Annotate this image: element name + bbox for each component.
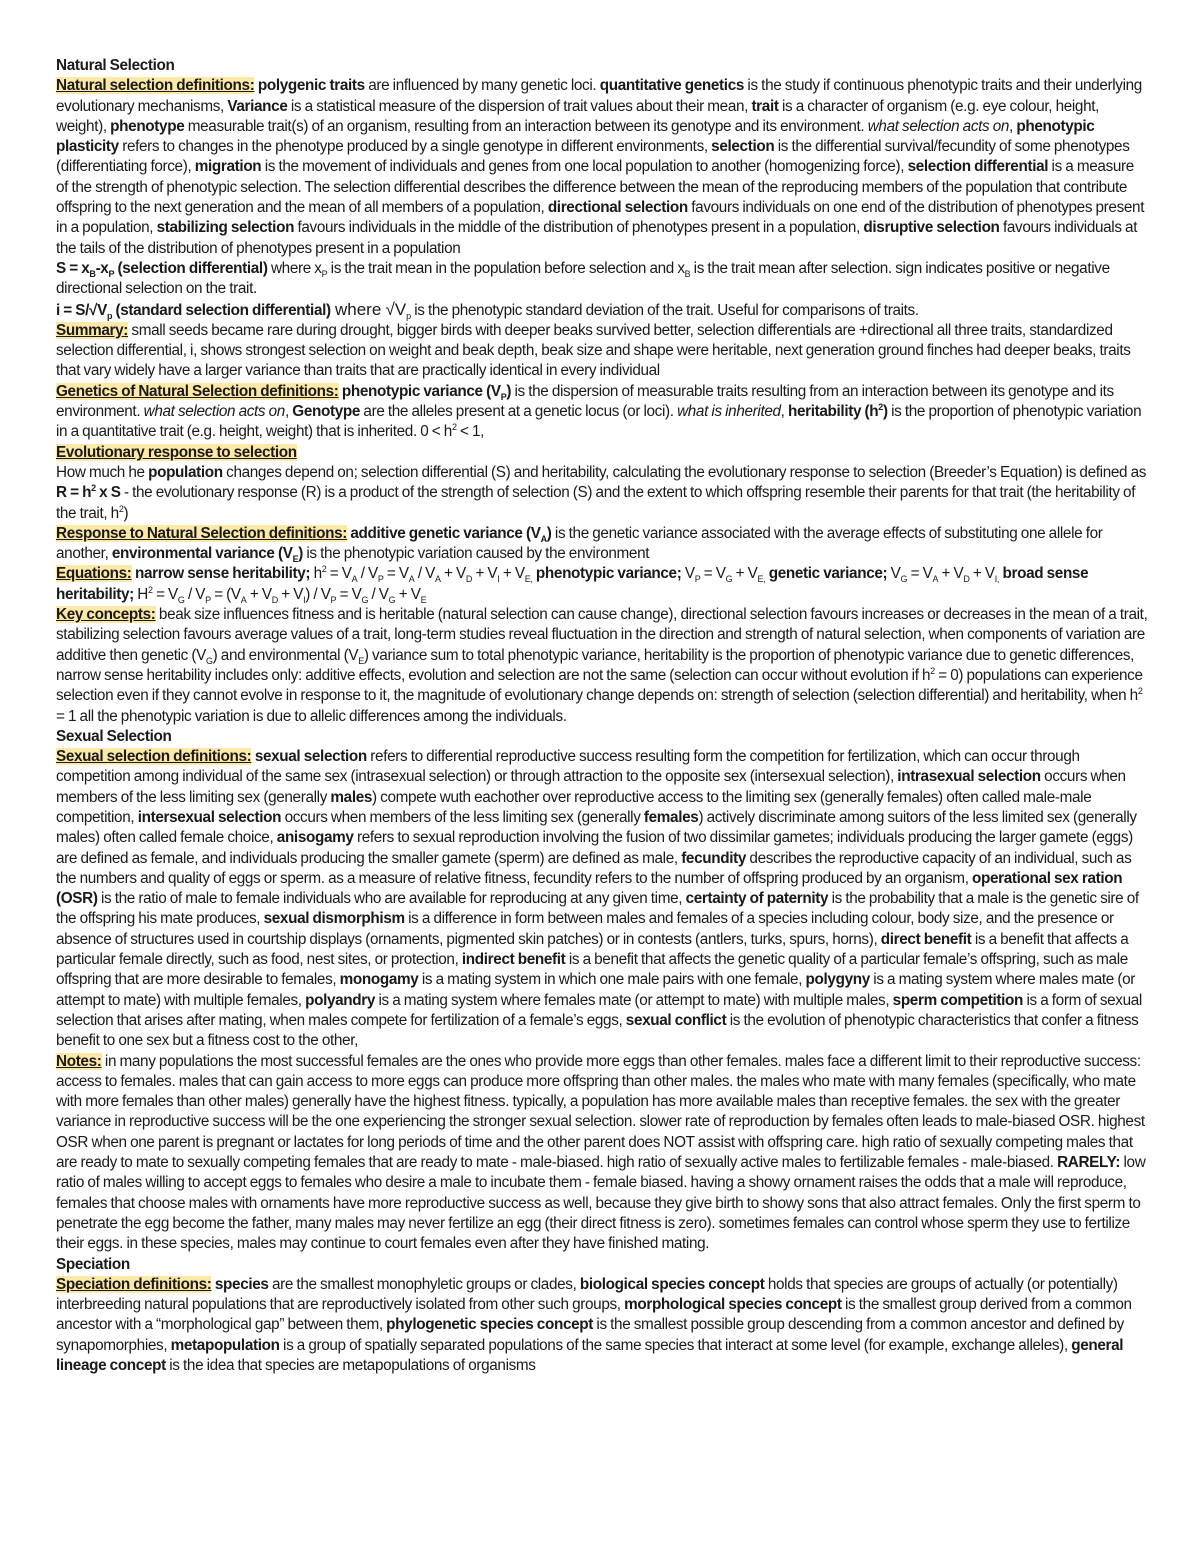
bold-term: metapopulation	[170, 1336, 280, 1354]
section-heading: Sexual Selection	[56, 727, 172, 745]
text-run: = V	[326, 565, 352, 583]
text-run: is a measure of the strength of phenotypic selection. The selection differential describes the difference between the mean of the reproducing members of the population that contribute offspring to the next generation and the mean of all members of a population,	[56, 158, 1134, 217]
paragraph	[56, 463, 1148, 524]
text-run: is the phenotypic standard deviation of the trait. Useful for comparisons of traits.	[410, 301, 919, 319]
subscript: P	[500, 391, 507, 402]
text-run: favours individuals in the middle of the distribution of phenotypes present in a population,	[294, 219, 864, 237]
text-run: ) actively discriminate among suitors of the less limited sex (generally males) often called female choice,	[56, 808, 1137, 847]
text-run: / V	[368, 585, 389, 603]
bold-term: x S	[95, 484, 121, 502]
bold-term: migration	[194, 158, 262, 176]
text-run: is a difference in form between males and females of a species including colour, body size, and the presence or absence of structures used in courtship displays (ornaments, pigmented skin patches) or in contests (antlers, turks, spurs, horns),	[56, 910, 1114, 948]
text-run: holds that species are groups of actually (or potentially) interbreeding natural populations that are reproductively isolated from other such groups,	[56, 1275, 1118, 1314]
italic-text: what selection acts on	[867, 117, 1010, 135]
text-run: is a mating system where females mate (or attempt to mate) with multiple males,	[375, 991, 893, 1009]
text-run: is the smallest group derived from a common ancestor with a “morphological gap” between them,	[56, 1296, 1132, 1334]
bold-term: monogamy	[339, 971, 419, 989]
text-run: is the phenotypic variation caused by the environment	[302, 545, 650, 563]
text-run: = V	[383, 565, 409, 583]
text-run: ) compete wuth eachother over reproductive access to the limiting sex (generally females) often called male-male competition,	[56, 788, 1092, 826]
paragraph	[56, 564, 1148, 605]
text-run: where √V	[330, 299, 407, 319]
subscript: E,	[757, 574, 766, 585]
bold-term: polygenic traits	[257, 77, 365, 95]
text-run: V	[681, 565, 695, 583]
highlighted-heading: Sexual selection definitions:	[56, 748, 252, 766]
bold-term: species	[214, 1275, 269, 1293]
subscript: E,	[524, 574, 533, 585]
text-run: ) variance sum to total phenotypic variance, heritability is the proportion of phenotypic variance due to genetic differences, narrow sense heritability includes only: additive effects, evolution and selection are not the same (selection can occur without evolution if h	[56, 646, 1135, 684]
bold-term: Genotype	[292, 403, 361, 421]
superscript: 2	[321, 564, 327, 575]
text-run: ,	[1009, 117, 1017, 135]
subscript: A	[351, 574, 358, 585]
bold-term: polyandry	[305, 991, 376, 1009]
bold-term: intrasexual selection	[897, 768, 1041, 786]
text-run: favours individuals at the tails of the distribution of phenotypes present in a population	[56, 219, 1138, 257]
superscript: 2	[148, 584, 153, 595]
text-run: is the smallest possible group descending from a common ancestor and defined by synapomorphies,	[56, 1316, 1124, 1354]
bold-term: )	[506, 382, 512, 400]
paragraph	[56, 382, 1148, 443]
subscript: G	[205, 655, 213, 666]
bold-term: broad sense heritability;	[56, 565, 1089, 603]
text-run: is the evolution of phenotypic characteristics that confer a fitness benefit to one sex but a fitness cost to the other,	[56, 1011, 1139, 1050]
subscript: G	[388, 594, 396, 605]
subscript: P	[330, 594, 337, 605]
bold-term: )	[546, 524, 552, 542]
bold-term: environmental variance (V	[111, 545, 293, 563]
paragraph	[56, 524, 1148, 565]
bold-term: disruptive selection	[863, 219, 1000, 237]
superscript: 2	[118, 503, 124, 514]
paragraph	[56, 76, 1148, 259]
text-run: favours individuals on one end of the distribution of phenotypes present in a population,	[56, 199, 1145, 237]
highlighted-heading: Key concepts:	[56, 606, 156, 624]
text-run: < 1,	[456, 423, 485, 441]
paragraph	[56, 300, 1148, 321]
highlighted-heading: Response to Natural Selection definitions:	[56, 524, 347, 542]
bold-term: -x	[95, 259, 109, 277]
highlighted-heading: Evolutionary response to selection	[56, 443, 297, 461]
text-run: is a form of sexual selection that arises after mating, when males compete for fertilization of a female’s eggs,	[56, 991, 1142, 1029]
text-run: = 0) populations can experience selection even if they cannot evolve in response to it, the magnitude of evolutionary change depends on: strength of selection (selection differential) and heritability, when h	[56, 666, 1143, 705]
bold-term: anisogamy	[276, 829, 354, 847]
subscript: A	[240, 594, 247, 605]
document-page	[56, 56, 1148, 1376]
bold-term: phylogenetic species concept	[386, 1316, 593, 1334]
text-run: is a group of spatially separated populations of the same species that interact at some level (for example, exchange alleles),	[279, 1336, 1072, 1354]
bold-term: (standard selection differential)	[112, 301, 331, 319]
text-run: describes the reproductive capacity of an individual, such as the numbers and quality of eggs or sperm. as a measure of relative fitness, fecundity refers to the number of offspring produced by an organism,	[56, 849, 1132, 887]
bold-term: i = S/√V	[56, 301, 107, 319]
text-run: How much he	[56, 463, 149, 481]
bold-term: directional selection	[547, 199, 688, 217]
subscript: A	[434, 574, 441, 585]
subscript: P	[205, 594, 211, 605]
subscript: A	[932, 574, 939, 585]
bold-term: R = h	[56, 484, 92, 502]
bold-term: sexual conflict	[625, 1011, 727, 1029]
text-run: + V	[969, 565, 995, 583]
text-run: refers to differential reproductive success resulting form the competition for fertilization, which can occur through competition among individual of the same sex (intrasexual selection) or through attraction to the opposite sex (intersexual selection),	[56, 748, 1080, 786]
paragraph	[56, 259, 1148, 300]
text-run: ,	[284, 403, 293, 421]
text-run: )	[123, 504, 129, 522]
bold-term: females	[643, 808, 699, 826]
bold-term: additive genetic variance (V	[350, 524, 541, 542]
text-run: is a mating system in which one male pairs with one female,	[418, 971, 806, 989]
text-run: = V	[336, 585, 362, 603]
paragraph	[56, 1275, 1148, 1376]
subscript: G	[900, 574, 908, 585]
subscript: I	[303, 594, 306, 605]
text-run: are the smallest monophyletic groups or clades,	[268, 1275, 580, 1293]
bold-term: morphological species concept	[624, 1296, 842, 1314]
highlighted-heading: Natural selection definitions:	[56, 77, 255, 95]
section-heading: Speciation	[56, 1255, 130, 1273]
bold-term: general lineage concept	[56, 1336, 1124, 1374]
text-run: = V	[700, 565, 726, 583]
subscript: I,	[994, 574, 1000, 585]
subscript: G	[177, 594, 185, 605]
bold-term: phenotypic variance (V	[341, 382, 501, 400]
subscript: I	[497, 574, 500, 585]
text-run: is the probability that a male is the genetic sire of the offspring his mate produces,	[56, 890, 1139, 928]
text-run: are the alleles present at a genetic locus (or loci).	[360, 403, 678, 421]
text-run: / V	[357, 565, 378, 583]
text-run: + V	[732, 565, 758, 583]
subscript: A	[540, 533, 547, 544]
superscript: 2	[930, 665, 935, 676]
text-run: + V	[499, 565, 525, 583]
bold-term: sexual selection	[254, 748, 367, 766]
subscript: G	[361, 594, 369, 605]
superscript: 2	[1137, 686, 1143, 697]
text-run: is the trait mean in the population before selection and x	[327, 259, 685, 277]
text-run: = V	[907, 565, 933, 583]
text-run: V	[887, 565, 901, 583]
bold-term: genetic variance;	[768, 565, 888, 583]
bold-term: trait	[751, 97, 779, 115]
subscript: E	[292, 554, 299, 565]
bold-term: quantitative genetics	[599, 77, 745, 95]
bold-term: polygyny	[805, 971, 870, 989]
text-run: is a benefit that affects a particular female directly, such as food, nest sites, or protection,	[56, 930, 1129, 969]
text-run: in many populations the most successful females are the ones who provide more eggs than other females. males face a different limit to their reproductive success: access to females. males that can gain access to more eggs can produce more offspring than other males. the males who mate with many females (specifically, who mate with more females than other males) generally have the highest fitness. typically, a population has more available males than receptive females. the sex with the greater variance in reproductive success will be the one experiencing the stronger sexual selection. slower rate of reproduction by females often leads to male-biased OSR. highest OSR when one parent is pregnant or lactates for long periods of time and the other parent does NOT assist with offspring care. high ratio of sexually competing males that are ready to mate to sexually competing females that are ready to mate - male-biased. high ratio of sexually active males to fertilizable females - male-biased.	[56, 1052, 1145, 1172]
text-run: beak size influences fitness and is heritable (natural selection can cause change), directional selection favours increases or decreases in the mean of a trait, stabilizing selection favours average values of a trait, long-term studies reveal fluctuation in the direction and strength of natural selection, when components of variation are additive then genetic (V	[56, 606, 1148, 664]
bold-term: )	[298, 545, 303, 563]
text-run: = (V	[210, 585, 241, 603]
text-run: + V	[440, 565, 466, 583]
text-run: ) / V	[305, 585, 331, 603]
text-run: is the idea that species are metapopulations of organisms	[165, 1357, 536, 1374]
text-run: is a character of organism (e.g. eye colour, height, weight),	[56, 97, 1100, 135]
bold-term: phenotypic variance;	[535, 565, 682, 583]
italic-text: what selection acts on	[143, 403, 285, 421]
subscript: E	[358, 655, 364, 666]
text-run: occurs when members of the less limiting sex (generally	[281, 808, 644, 826]
subscript: G	[725, 574, 733, 585]
text-run: low ratio of males willing to accept eggs to females who desire a male to incubate them - female biased. having a showy ornament raises the odds that a male will reproduce, females that choose males with ornaments have more reproductive success as well, because they give birth to showy sons that also attract females. Only the first sperm to penetrate the egg become the father, many males may never fertilize an egg (their direct fitness is zero). sometimes females can control whose sperm they use to fertilize their eggs. in these species, males may continue to court females even after they have finished mating.	[56, 1154, 1146, 1253]
subscript: p	[106, 310, 113, 321]
bold-term: )	[882, 403, 888, 421]
bold-term: RARELY:	[1057, 1154, 1121, 1172]
subscript: p	[406, 310, 411, 321]
subscript: P	[321, 269, 328, 280]
subscript: P	[377, 574, 384, 585]
text-run: / V	[414, 565, 435, 583]
subscript: E	[420, 594, 427, 605]
text-run: + V	[472, 565, 498, 583]
bold-term: intersexual selection	[137, 808, 282, 826]
text-run: small seeds became rare during drought, bigger birds with deeper beaks survived better, selection differentials are +directional all three traits, standardized selection differential, i, shows strongest selection on weight and beak depth, beak size and shape were heritable, next generation ground finches had deeper beaks, traits that vary widely have a larger variance than traits that are practically identical in every individual	[56, 321, 1131, 380]
text-run: + V	[246, 585, 272, 603]
bold-term: operational sex ration (OSR)	[56, 869, 1123, 908]
text-run: refers to sexual reproduction involving the fusion of two dissimilar gametes; individuals producing the larger gamete (eggs) are defined as female, and individuals producing the smaller gamete (sperm) are defined as male,	[56, 829, 1133, 867]
paragraph	[56, 605, 1148, 727]
highlighted-heading: Genetics of Natural Selection definitions:	[56, 382, 339, 400]
text-run: - the evolutionary response (R) is a product of the strength of selection (S) and the extent to which offspring resemble their parents for that trait (the heritability of the trait, h	[56, 484, 1136, 522]
text-run: measurable trait(s) of an organism, resulting from an interaction between its genotype and its environment.	[184, 117, 868, 135]
subscript: P	[694, 574, 701, 585]
highlighted-heading: Notes:	[56, 1052, 102, 1070]
text-run: occurs when members of the less limiting sex (generally	[56, 768, 1126, 806]
bold-term: biological species concept	[579, 1275, 765, 1293]
bold-term: certainty of paternity	[685, 890, 829, 908]
paragraph	[56, 1052, 1148, 1255]
text-run: is the trait mean after selection. sign indicates positive or negative directional selection on the trait.	[56, 259, 1110, 298]
text-run: where x	[267, 259, 322, 277]
subscript: P	[108, 269, 115, 280]
text-run: is a statistical measure of the dispersion of trait values about their mean,	[287, 97, 752, 115]
subscript: B	[89, 269, 96, 280]
subscript: D	[465, 574, 473, 585]
text-run: + V	[395, 585, 421, 603]
bold-term: direct benefit	[880, 930, 972, 948]
subscript: D	[271, 594, 278, 605]
text-run: is the study if continuous phenotypic traits and their underlying evolutionary mechanisms,	[56, 77, 1142, 115]
bold-term: phenotypic plasticity	[56, 117, 1095, 156]
bold-term: narrow sense heritability;	[134, 565, 311, 583]
bold-term: (selection differential)	[114, 259, 268, 277]
text-run: = 1 all the phenotypic variation is due to allelic differences among the individuals.	[56, 707, 567, 725]
paragraph	[56, 321, 1148, 382]
bold-term: fecundity	[681, 849, 747, 867]
text-run: h	[310, 565, 322, 583]
text-run: + V	[938, 565, 964, 583]
text-run: + V	[277, 585, 304, 603]
paragraph	[56, 747, 1148, 1051]
paragraph	[56, 443, 1148, 463]
bold-term: indirect benefit	[461, 951, 566, 969]
text-run: is a benefit that affects the genetic quality of a particular female’s offspring, such as male offspring that are more desirable to females,	[56, 951, 1128, 989]
text-run: is the genetic variance associated with the average effects of substituting one allele for another,	[56, 524, 1103, 563]
bold-term: sperm competition	[892, 991, 1024, 1009]
bold-term: stabilizing selection	[156, 219, 295, 237]
text-run: is the ratio of male to female individuals who are available for reproducing at any given time,	[97, 890, 686, 908]
superscript: 2	[451, 422, 457, 433]
bold-term: heritability (h	[787, 403, 879, 421]
italic-text: what is inherited	[677, 403, 781, 421]
bold-term: S = x	[56, 259, 90, 277]
text-run: are influenced by many genetic loci.	[364, 77, 600, 95]
superscript: 2	[91, 483, 96, 494]
text-run: / V	[184, 585, 206, 603]
subscript: D	[963, 574, 970, 585]
bold-term: population	[148, 463, 223, 481]
text-run: is the movement of individuals and genes from one local population to another (homogenizing force),	[261, 158, 908, 176]
bold-term: males	[330, 788, 373, 806]
bold-term: selection differential	[907, 158, 1049, 176]
text-run: = V	[152, 585, 178, 603]
text-run: refers to changes in the phenotype produced by a single genotype in different environments,	[118, 138, 712, 156]
text-run: is the dispersion of measurable traits resulting from an interaction between its genotype and its environment.	[56, 382, 1114, 421]
section-heading: Natural Selection	[56, 57, 175, 74]
text-run: ) and environmental (V	[212, 646, 359, 664]
bold-term: sexual dismorphism	[263, 910, 405, 928]
text-run: is the proportion of phenotypic variation in a quantitative trait (e.g. height, weight) that is inherited. 0 < h	[56, 403, 1142, 441]
bold-term: selection	[711, 138, 775, 156]
superscript: 2	[878, 401, 883, 412]
bold-term: phenotype	[110, 117, 185, 135]
text-run: is the differential survival/fecundity of some phenotypes (differentiating force),	[56, 138, 1130, 176]
highlighted-heading: Summary:	[56, 321, 129, 339]
text-run: ,	[780, 403, 788, 421]
subscript: A	[408, 574, 415, 585]
bold-term: Variance	[227, 97, 288, 115]
text-run: changes depend on; selection differential (S) and heritability, calculating the evolutionary response to selection (Breeder’s Equation) is defined as	[222, 463, 1147, 481]
text-run: is a mating system where males mate (or attempt to mate) with multiple females,	[56, 971, 1135, 1009]
text-run: H	[133, 585, 149, 603]
highlighted-heading: Speciation definitions:	[56, 1275, 212, 1293]
highlighted-heading: Equations:	[56, 565, 132, 583]
subscript: B	[684, 269, 691, 280]
